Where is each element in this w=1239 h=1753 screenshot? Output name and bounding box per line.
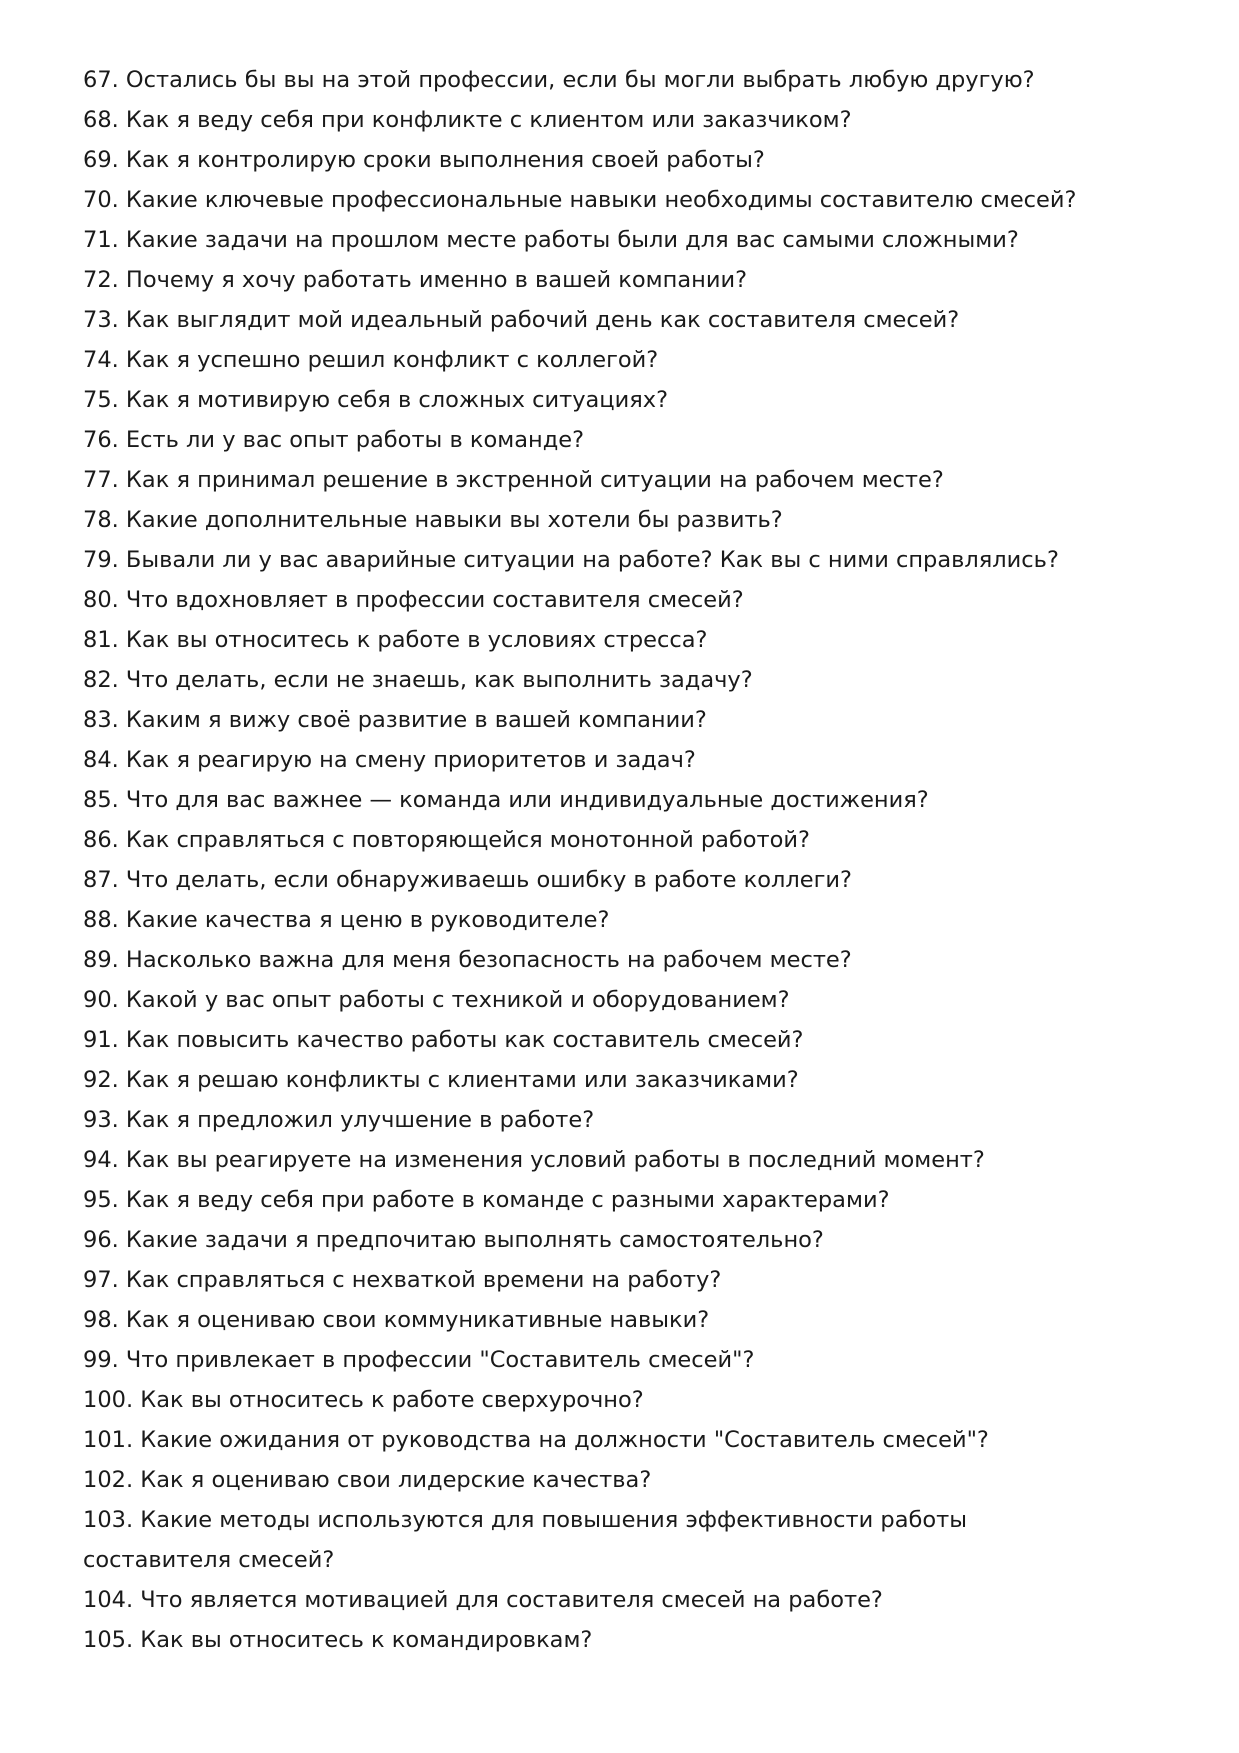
list-item: 69. Как я контролирую сроки выполнения своей работы?	[83, 147, 765, 173]
list-item: 102. Как я оцениваю свои лидерские качества?	[83, 1467, 652, 1493]
list-item: 76. Есть ли у вас опыт работы в команде?	[83, 427, 585, 453]
list-item: 72. Почему я хочу работать именно в вашей компании?	[83, 267, 748, 293]
list-item: 100. Как вы относитесь к работе сверхурочно?	[83, 1387, 644, 1413]
list-item: 91. Как повысить качество работы как составитель смесей?	[83, 1027, 804, 1053]
list-item: 74. Как я успешно решил конфликт с коллегой?	[83, 347, 659, 373]
list-item: 96. Какие задачи я предпочитаю выполнять самостоятельно?	[83, 1227, 824, 1253]
list-item: 78. Какие дополнительные навыки вы хотели бы развить?	[83, 507, 783, 533]
list-item: 81. Как вы относитесь к работе в условиях стресса?	[83, 627, 708, 653]
list-item: 70. Какие ключевые профессиональные навыки необходимы составителю смесей?	[83, 187, 1077, 213]
list-item: 82. Что делать, если не знаешь, как выполнить задачу?	[83, 667, 753, 693]
list-item: 68. Как я веду себя при конфликте с клиентом или заказчиком?	[83, 107, 852, 133]
question-list	[83, 60, 1163, 1660]
list-item: 92. Как я решаю конфликты с клиентами или заказчиками?	[83, 1067, 799, 1093]
list-item: 88. Какие качества я ценю в руководителе?	[83, 907, 610, 933]
list-item: 75. Как я мотивирую себя в сложных ситуациях?	[83, 387, 669, 413]
list-item: 93. Как я предложил улучшение в работе?	[83, 1107, 595, 1133]
list-item: 105. Как вы относитесь к командировкам?	[83, 1627, 593, 1653]
list-item: 86. Как справляться с повторяющейся монотонной работой?	[83, 827, 810, 853]
list-item: 101. Какие ожидания от руководства на должности "Составитель смесей"?	[83, 1427, 989, 1453]
list-item: 94. Как вы реагируете на изменения условий работы в последний момент?	[83, 1147, 985, 1173]
list-item: 77. Как я принимал решение в экстренной ситуации на рабочем месте?	[83, 467, 944, 493]
list-item: 89. Насколько важна для меня безопасность на рабочем месте?	[83, 947, 852, 973]
list-item: 67. Остались бы вы на этой профессии, если бы могли выбрать любую другую?	[83, 67, 1035, 93]
list-item: 103. Какие методы используются для повышения эффективности работы составителя смесей?	[83, 1507, 968, 1573]
list-item: 73. Как выглядит мой идеальный рабочий день как составителя смесей?	[83, 307, 960, 333]
list-item: 99. Что привлекает в профессии "Составитель смесей"?	[83, 1347, 755, 1373]
list-item: 98. Как я оцениваю свои коммуникативные навыки?	[83, 1307, 710, 1333]
document-page	[83, 60, 1163, 1660]
list-item: 79. Бывали ли у вас аварийные ситуации на работе? Как вы с ними справлялись?	[83, 547, 1059, 573]
list-item: 85. Что для вас важнее — команда или индивидуальные достижения?	[83, 787, 929, 813]
list-item: 90. Какой у вас опыт работы с техникой и оборудованием?	[83, 987, 790, 1013]
list-item: 80. Что вдохновляет в профессии составителя смесей?	[83, 587, 744, 613]
list-item: 84. Как я реагирую на смену приоритетов и задач?	[83, 747, 696, 773]
list-item: 83. Каким я вижу своё развитие в вашей компании?	[83, 707, 707, 733]
list-item: 97. Как справляться с нехваткой времени на работу?	[83, 1267, 722, 1293]
list-item: 71. Какие задачи на прошлом месте работы были для вас самыми сложными?	[83, 227, 1019, 253]
list-item: 87. Что делать, если обнаруживаешь ошибку в работе коллеги?	[83, 867, 852, 893]
list-item: 104. Что является мотивацией для составителя смесей на работе?	[83, 1587, 883, 1613]
list-item: 95. Как я веду себя при работе в команде с разными характерами?	[83, 1187, 890, 1213]
